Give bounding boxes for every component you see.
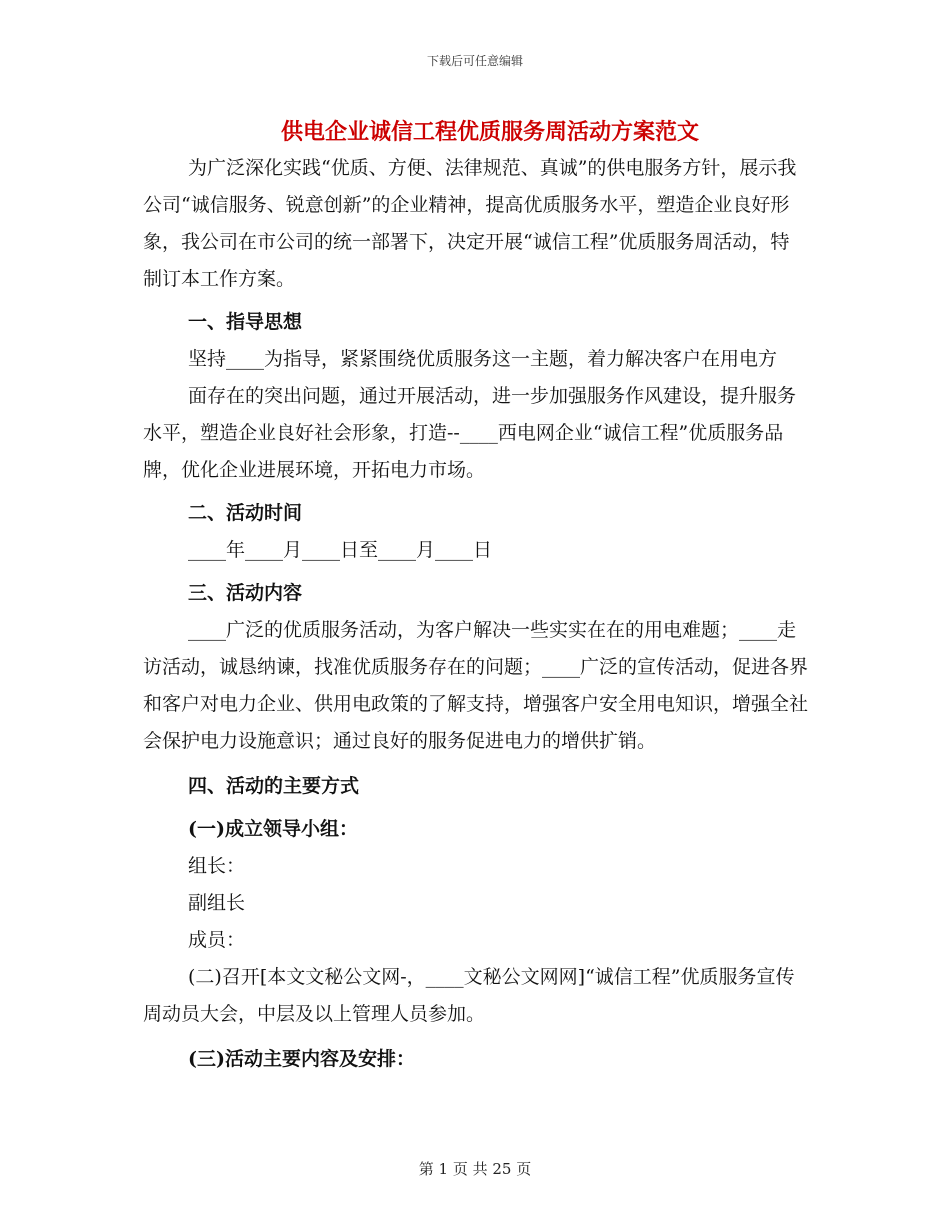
section-heading-1: 一、指导思想: [188, 311, 303, 333]
paragraph-guiding-2: 面存在的突出问题，通过开展活动，进一步加强服务作风建设，提升服务水平，塑造企业良好社会形象，打造--____西电网企业“诚信工程”优质服务品牌，优化企业进展环境，开拓电力市场。: [143, 385, 797, 481]
vice-leader-line: 副组长: [188, 892, 246, 914]
subsection-heading-1: (一)成立领导小组：: [188, 818, 358, 840]
paragraph-guiding-1: 坚持____为指导，紧紧围绕优质服务这一主题，着力解决客户在用电方: [188, 348, 778, 370]
section-heading-3: 三、活动内容: [188, 582, 303, 604]
document-body: [143, 150, 808, 1078]
paragraph-content: ____广泛的优质服务活动，为客户解决一些实实在在的用电难题；____走访活动，诚恳纳谏，找准优质服务存在的问题；____广泛的宣传活动，促进各界和客户对电力企业、供用电政策的了解支持，增强客户安全用电知识，增强全社会保护电力设施意识；通过良好的服务促进电力的增供扩销。: [143, 619, 809, 752]
page-footer: 第 1 页 共 25 页: [418, 1160, 532, 1178]
section-heading-4: 四、活动的主要方式: [188, 775, 360, 797]
members-line: 成员：: [188, 929, 246, 951]
paragraph-time: ____年____月____日至____月____日: [188, 539, 493, 561]
intro-paragraph: 为广泛深化实践“优质、方便、法律规范、真诚”的供电服务方针，展示我公司“诚信服务、锐意创新”的企业精神，提高优质服务水平，塑造企业良好形象，我公司在市公司的统一部署下，决定开展“诚信工程”优质服务周活动，特制订本工作方案。: [143, 157, 797, 290]
section-heading-2: 二、活动时间: [188, 502, 303, 524]
page-header: 下载后可任意编辑: [426, 54, 523, 68]
paragraph-meeting: (二)召开[本文文秘公文网-，____文秘公文网网]“诚信工程”优质服务宣传周动员大会，中层及以上管理人员参加。: [143, 966, 795, 1025]
subsection-heading-3: (三)活动主要内容及安排：: [188, 1048, 415, 1070]
leader-line: 组长：: [188, 855, 246, 877]
document-title: 供电企业诚信工程优质服务周活动方案范文: [280, 119, 699, 145]
